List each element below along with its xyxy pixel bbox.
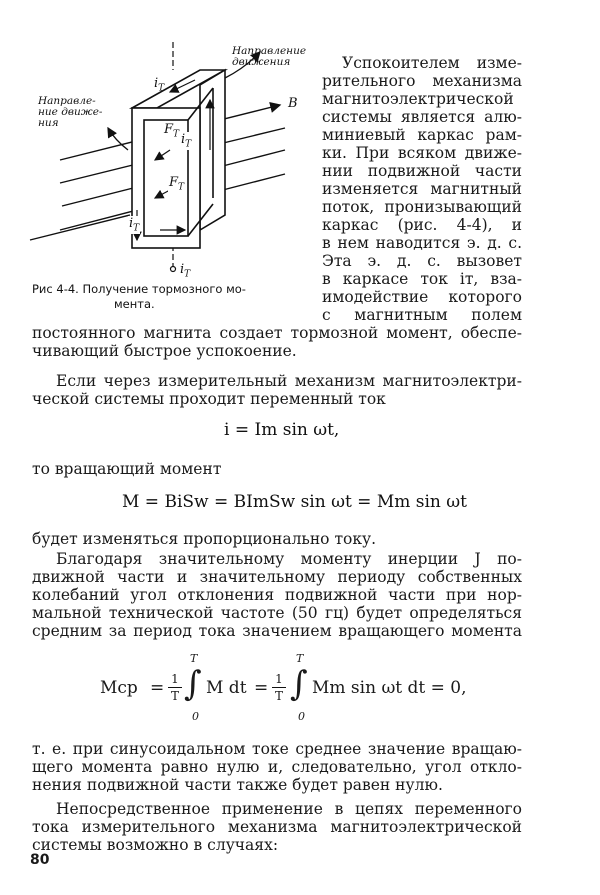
- text-line: Если через измерительный механизм магнитоэлектри-: [56, 372, 522, 390]
- text-line: тока измерительного механизма магнитоэлектрической: [32, 818, 522, 836]
- text-line: рительного механизма: [322, 72, 522, 90]
- text-line: системы возможно в случаях:: [32, 836, 279, 854]
- label-motion-left: Направле- ние движе- ния: [38, 95, 103, 129]
- upper-limit-2: T: [296, 652, 304, 665]
- text-line: колебаний угол отклонения подвижной части при нор-: [32, 586, 522, 604]
- text-line: щего момента равно нулю и, следовательно, угол откло-: [32, 758, 522, 776]
- fraction-1-over-T-2: 1 T: [272, 672, 286, 703]
- text-line: системы является алю-: [322, 108, 522, 126]
- text-proportional: будет изменяться пропорционально току.: [32, 530, 377, 548]
- integrand-2: Mm sin ωt dt = 0,: [312, 678, 467, 698]
- current-label-left: $i_T$: [129, 216, 140, 234]
- lower-limit: 0: [192, 710, 199, 723]
- page-number: 80: [30, 852, 50, 868]
- formula-mean-torque: [100, 650, 467, 730]
- text-line: Эта э. д. с. вызовет: [322, 252, 522, 270]
- fraction-1-over-T: 1 T: [168, 672, 182, 703]
- text-line: каркас (рис. 4-4), и: [322, 216, 522, 234]
- integrand-1: M dt: [206, 678, 247, 698]
- current-label-top: $i_T$: [154, 76, 165, 94]
- current-label-bottom: $i_T$: [180, 262, 191, 280]
- text-then: то вращающий момент: [32, 460, 222, 478]
- text-line: движной части и значительному периоду собственных: [32, 568, 522, 586]
- text-line: Благодаря значительному моменту инерции J по-: [56, 550, 522, 568]
- formula-lhs: Mср: [100, 678, 138, 698]
- text-line: ческой системы проходит переменный ток: [32, 390, 386, 408]
- force-label-top: $F_T$: [164, 122, 180, 140]
- text-line: в нем наводится э. д. с.: [322, 234, 522, 252]
- text-line: Успокоителем изме-: [342, 54, 522, 72]
- text-line: чивающий быстрое успокоение.: [32, 342, 297, 360]
- text-line: Непосредственное применение в цепях переменного: [56, 800, 522, 818]
- integral-sign: ∫: [184, 664, 202, 704]
- text-line: имодействие которого: [322, 288, 522, 306]
- aluminium-frame: [132, 70, 225, 248]
- text-line: поток, пронизывающий: [322, 198, 522, 216]
- equals-sign-2: =: [254, 678, 269, 698]
- text-line: средним за период тока значением вращающего момента: [32, 622, 522, 640]
- figure-caption: Рис 4-4. Получение тормозного мо- мента.: [32, 282, 246, 311]
- equals-sign: =: [150, 678, 165, 698]
- text-line: магнитоэлектрической: [322, 90, 514, 108]
- lower-limit-2: 0: [298, 710, 305, 723]
- text-line: ки. При всяком движе-: [322, 144, 522, 162]
- text-line: нения подвижной части также будет равен нулю.: [32, 776, 443, 794]
- frame-diagram: [20, 40, 325, 280]
- upper-limit: T: [190, 652, 198, 665]
- text-line: с магнитным полем: [322, 306, 522, 324]
- text-line: мальной технической частоте (50 гц) будет определяться: [32, 604, 522, 622]
- text-line: постоянного магнита создает тормозной момент, обеспе-: [32, 324, 522, 342]
- formula-current: i = Im sin ωt,: [224, 420, 340, 440]
- text-line: нии подвижной части: [322, 162, 522, 180]
- figure-4-4: [20, 40, 325, 280]
- formula-torque: M = BiSw = BImSw sin ωt = Mm sin ωt: [122, 492, 467, 512]
- integral-sign-2: ∫: [290, 664, 308, 704]
- field-label-b: B: [288, 96, 298, 111]
- force-label-bottom: $F_T$: [169, 175, 185, 193]
- text-line: т. е. при синусоидальном токе среднее значение вращаю-: [32, 740, 522, 758]
- text-line: в каркасе ток iт, вза-: [322, 270, 522, 288]
- text-line: миниевый каркас рам-: [322, 126, 522, 144]
- current-label-inner: $i_T$: [181, 132, 192, 150]
- label-motion-right: Направление движения: [232, 45, 307, 68]
- text-line: изменяется магнитный: [322, 180, 522, 198]
